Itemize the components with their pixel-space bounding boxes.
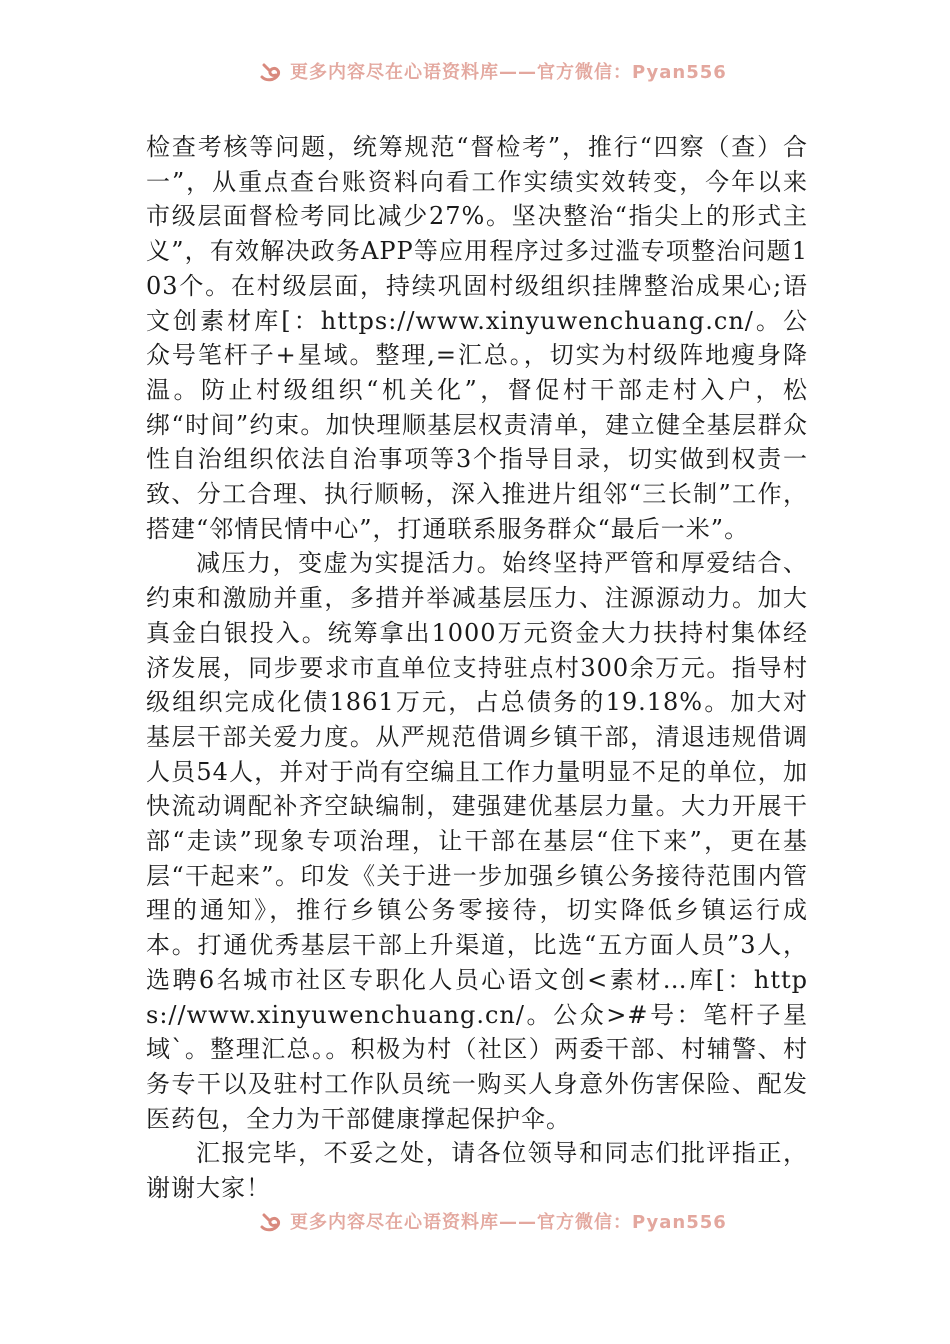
header-watermark (258, 58, 727, 84)
logo-icon (258, 59, 282, 83)
logo-icon (258, 1209, 282, 1233)
watermark-text: 更多内容尽在心语资料库——官方微信：Pyan556 (290, 62, 727, 83)
paragraph-2: 减压力，变虚为实提活力。始终坚持严管和厚爱结合、约束和激励并重，多措并举减基层压力、注源源动力。加大真金白银投入。统筹拿出1000万元资金大力扶持村集体经济发展，同步要求市直单位支持驻点村300余万元。指导村级组织完成化债1861万元，占总债务的19.18%。加大对基层干部关爱力度。从严规范借调乡镇干部，清退违规借调人员54人，并对于尚有空编且工作力量明显不足的单位，加快流动调配补齐空缺编制，建强建优基层力量。大力开展干部“走读”现象专项治理，让干部在基层“住下来”，更在基层“干起来”。印发《关于进一步加强乡镇公务接待范围内管理的通知》，推行乡镇公务零接待，切实降低乡镇运行成本。打通优秀基层干部上升渠道，比选“五方面人员”3人，选聘6名城市社区专职化人员心语文创<素材…库[：https://www.xinyuwenchuang.cn/。公众>#号：笔杆子星域`。整理汇总。。积极为村（社区）两委干部、村辅警、村务专干以及驻村工作队员统一购买人身意外伤害保险、配发医药包，全力为干部健康撑起保护伞。 (146, 549, 808, 1133)
footer-watermark (258, 1208, 727, 1234)
paragraph-3: 汇报完毕，不妥之处，请各位领导和同志们批评指正，谢谢大家！ (146, 1139, 808, 1203)
watermark-text: 更多内容尽在心语资料库——官方微信：Pyan556 (290, 1212, 727, 1233)
document-body (146, 130, 808, 1206)
paragraph-1: 检查考核等问题，统筹规范“督检考”，推行“四察（查）合一”，从重点查台账资料向看工作实绩实效转变，今年以来市级层面督检考同比减少27%。坚决整治“指尖上的形式主义”，有效解决政务APP等应用程序过多过滥专项整治问题103个。在村级层面，持续巩固村级组织挂牌整治成果心;语文创素材库[：https://www.xinyuwenchuang.cn/。公众号笔杆子+星域。整理,=汇总。，切实为村级阵地瘦身降温。防止村级组织“机关化”，督促村干部走村入户，松绑“时间”约束。加快理顺基层权责清单，建立健全基层群众性自治组织依法自治事项等3个指导目录，切实做到权责一致、分工合理、执行顺畅，深入推进片组邻“三长制”工作，搭建“邻情民情中心”，打通联系服务群众“最后一米”。 (146, 133, 808, 543)
